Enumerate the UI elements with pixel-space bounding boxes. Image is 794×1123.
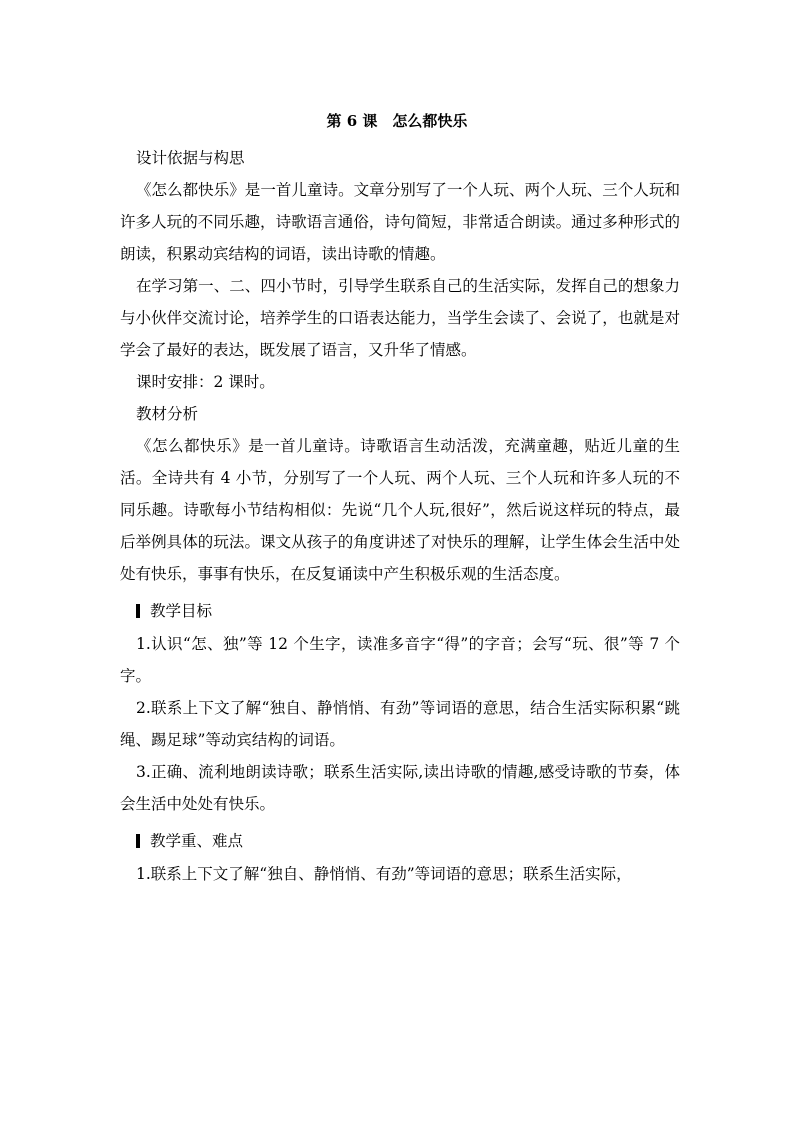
bar-marker-icon [136, 604, 140, 618]
section-heading-analysis: 教材分析 [136, 405, 199, 423]
goal-item-2: 2.联系上下文了解“独自、静悄悄、有劲”等词语的意思，结合生活实际积累“跳绳、踢足球”等动宾结构的词语。 [120, 699, 680, 749]
paragraph-analysis-1: 《怎么都快乐》是一首儿童诗。诗歌语言生动活泼，充满童趣，贴近儿童的生活。全诗共有 4 小节，分别写了一个人玩、两个人玩、三个人玩和许多人玩的不同乐趣。诗歌每小节结构相似：先说“几个人玩,很好”，然后说这样玩的特点，最后举例具体的玩法。课文从孩子的角度讲述了对快乐的理解，让学生体会生活中处处有快乐，事事有快乐，在反复诵读中产生积极乐观的生活态度。 [120, 437, 680, 583]
section-heading-key: 教学重、难点 [150, 832, 244, 850]
paragraph-design-1: 《怎么都快乐》是一首儿童诗。文章分别写了一个人玩、两个人玩、三个人玩和许多人玩的不同乐趣，诗歌语言通俗，诗句简短，非常适合朗读。通过多种形式的朗读，积累动宾结构的词语，读出诗歌的情趣。 [120, 181, 680, 263]
paragraph-design-2: 在学习第一、二、四小节时，引导学生联系自己的生活实际，发挥自己的想象力与小伙伴交流讨论，培养学生的口语表达能力，当学生会读了、会说了，也就是对学会了最好的表达，既发展了语言，又升华了情感。 [120, 277, 680, 359]
goal-item-1: 1.认识“怎、独”等 12 个生字，读准多音字“得”的字音；会写“玩、很”等 7 个字。 [120, 635, 680, 685]
section-heading-goals: 教学目标 [150, 602, 213, 620]
document-body [120, 142, 680, 890]
section-heading-design: 设计依据与构思 [136, 149, 245, 167]
bar-marker-icon [136, 834, 140, 848]
key-item-1: 1.联系上下文了解“独自、静悄悄、有劲”等词语的意思；联系生活实际， [136, 865, 632, 883]
section-heading-goals-row [120, 594, 680, 628]
goal-item-3: 3.正确、流利地朗读诗歌；联系生活实际,读出诗歌的情趣,感受诗歌的节奏，体会生活中处处有快乐。 [120, 763, 680, 813]
paragraph-schedule: 课时安排：2 课时。 [136, 373, 275, 391]
lesson-title: 第 6 课 怎么都快乐 [326, 112, 468, 130]
section-heading-key-row [120, 824, 680, 858]
